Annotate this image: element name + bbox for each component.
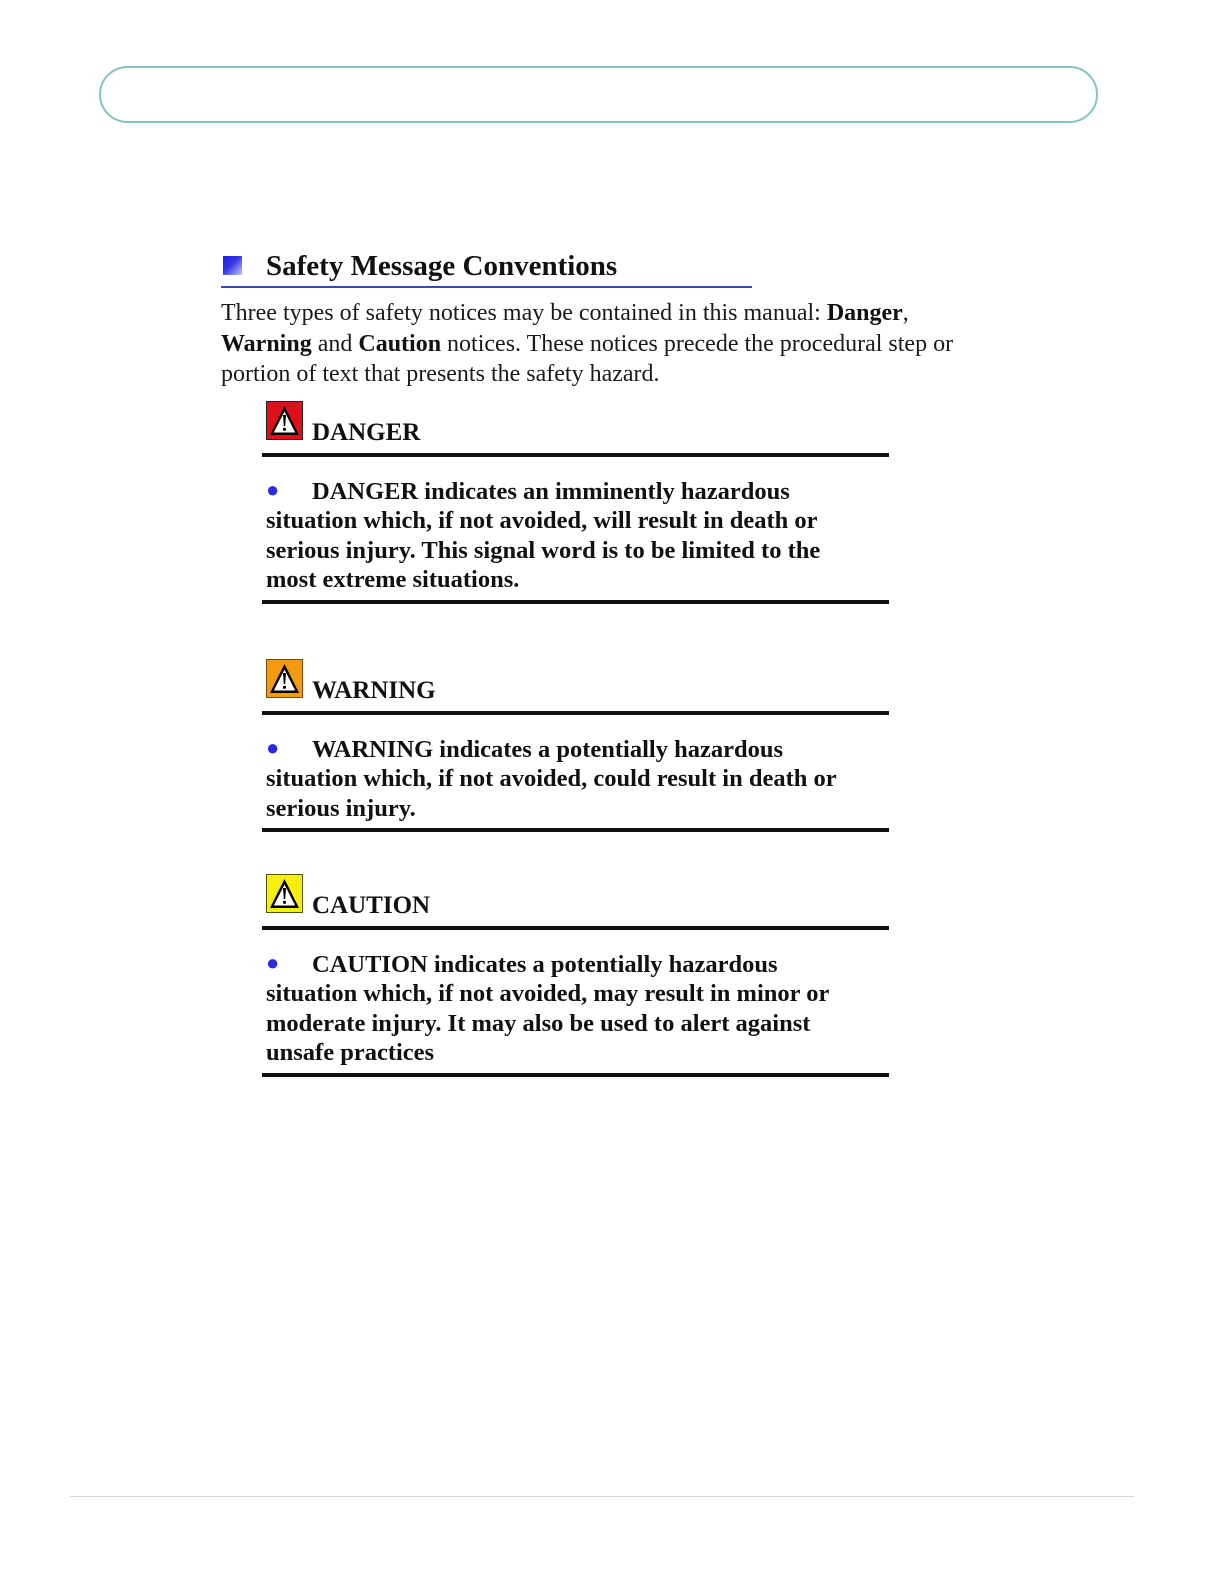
notice-text: CAUTION indicates a potentially hazardous situation which, if not avoided, may result in minor or moderate injury. It may also be used to alert against unsafe practices xyxy=(266,951,829,1067)
notice-header xyxy=(262,659,889,715)
notice-header xyxy=(262,874,889,930)
footer-divider xyxy=(70,1496,1134,1497)
intro-text: Three types of safety notices may be contained in this manual: xyxy=(221,300,827,326)
notice-body xyxy=(262,715,889,832)
heading-square-icon xyxy=(223,256,242,275)
danger-warning-triangle-icon xyxy=(266,401,303,440)
bullet-icon: ● xyxy=(266,735,280,760)
notice-title: CAUTION xyxy=(312,892,431,919)
notice-title: WARNING xyxy=(312,677,436,704)
intro-warning-word: Warning xyxy=(221,330,312,357)
warning-notice xyxy=(262,659,889,832)
notice-paragraph xyxy=(266,735,866,823)
notice-header xyxy=(262,401,889,457)
bullet-icon: ● xyxy=(266,950,280,975)
notice-paragraph xyxy=(266,950,866,1068)
intro-text: , xyxy=(902,300,909,326)
page-header-bar xyxy=(99,66,1098,123)
intro-text: and xyxy=(311,330,359,357)
notice-body xyxy=(262,930,889,1077)
notice-text: DANGER indicates an imminently hazardous situation which, if not avoided, will result in death or serious injury. This signal word is to be limited to the most extreme situations. xyxy=(266,478,821,594)
notice-text: WARNING indicates a potentially hazardous situation which, if not avoided, could result in death or serious injury. xyxy=(266,736,837,822)
bullet-icon: ● xyxy=(266,477,280,502)
intro-paragraph xyxy=(221,298,1001,390)
section-title: Safety Message Conventions xyxy=(266,250,618,282)
section-heading xyxy=(221,248,752,288)
caution-triangle-icon xyxy=(266,874,303,913)
notice-body xyxy=(262,457,889,604)
intro-danger-word: Danger xyxy=(826,300,903,326)
intro-text: notices. These notices precede the procedural step or portion of text that presents the safety hazard. xyxy=(221,330,954,387)
caution-notice xyxy=(262,874,889,1077)
danger-notice xyxy=(262,401,889,604)
notice-title: DANGER xyxy=(312,419,421,446)
warning-triangle-icon xyxy=(266,659,303,698)
notice-paragraph xyxy=(266,477,866,595)
intro-caution-word: Caution xyxy=(358,330,442,357)
